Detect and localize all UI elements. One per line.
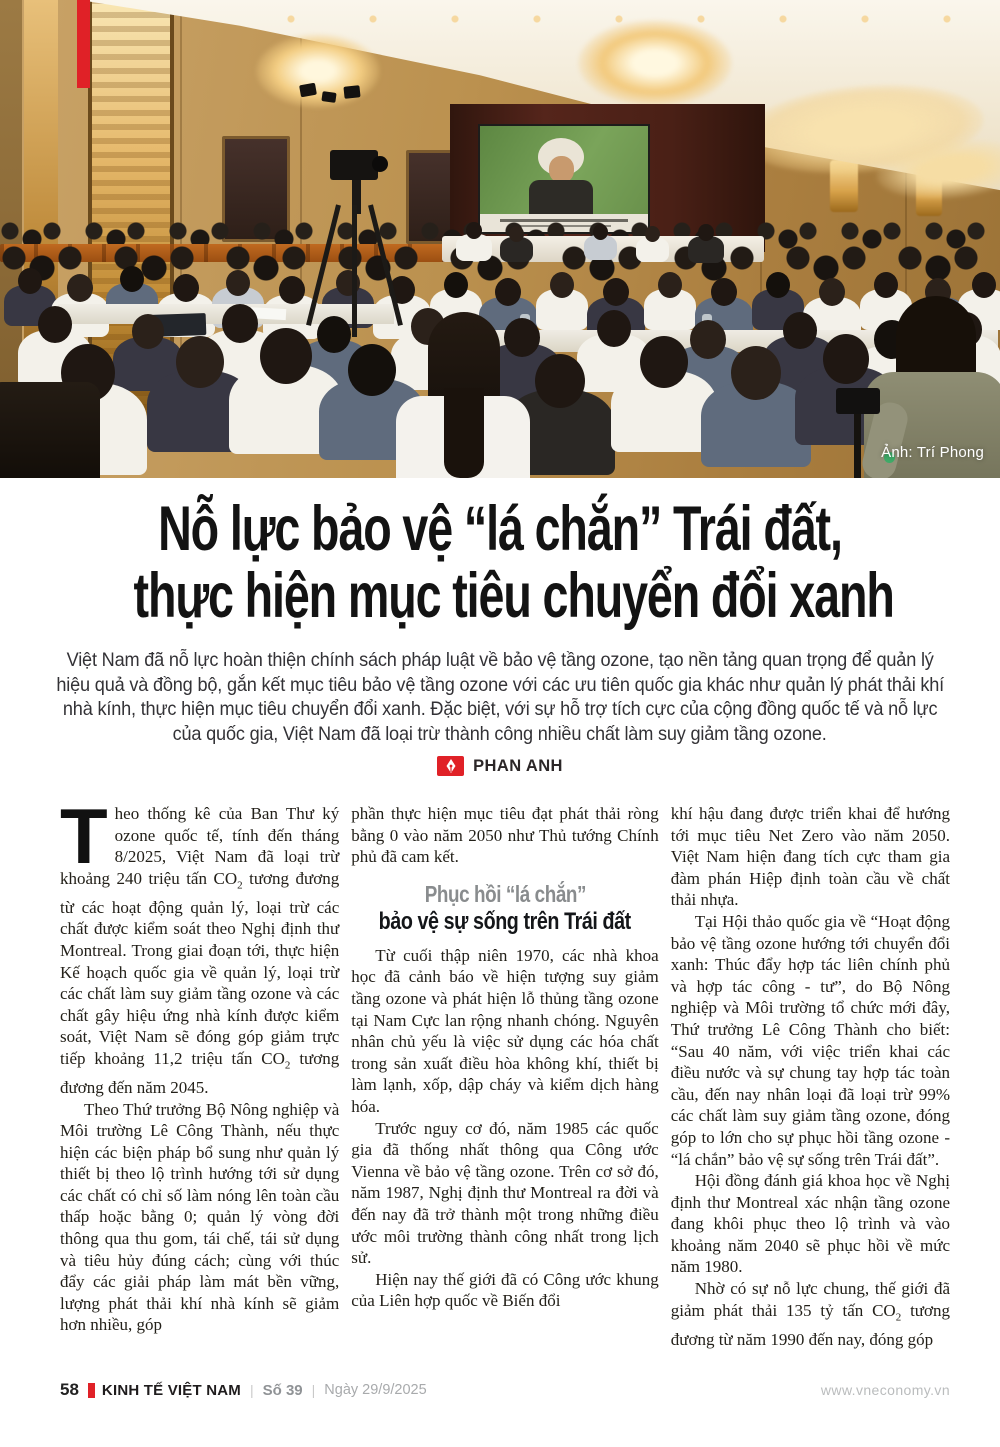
column-3 (671, 803, 950, 1373)
paragraph: Hội đồng đánh giá khoa học về Nghị định thư Montreal xác nhận tầng ozone đang khôi phục theo lộ trình và vào khoảng năm 2040 sẽ phục hồi về mức năm 1980. (670, 1171, 950, 1277)
paragraph: khí hậu đang được triển khai để hướng tới mục tiêu Net Zero vào năm 2050. Việt Nam hiện đang tích cực tham gia đàm phán Hiệp định toàn cầu về chất thải nhựa. (670, 804, 950, 910)
lede-line: nhà kính, thực hiện mục tiêu chuyển đổi xanh. Đặc biệt, với sự hỗ trợ tích cực của cộng đồng quốc tế và nỗ lực (62, 698, 938, 720)
pen-nib-icon (437, 756, 464, 776)
conference-photo (0, 0, 1000, 478)
paragraph: Tại Hội thảo quốc gia về “Hoạt động bảo vệ tầng ozone hướng tới chuyển đổi xanh: Thúc đẩy hợp tác liên chính phủ và hợp tác công - tư”, do Bộ Nông nghiệp và Môi trường tổ chức mới đây, Thứ trưởng Lê Công Thành cho biết: “Sau 40 năm, với việc triển khai các điều nước và sự chung tay hợp tác toàn cầu, đến nay nhân loại đã loại trừ 99% các chất làm suy giảm tầng ozone, đóng góp to lớn cho sự phục hồi tầng ozone - “lá chắn” bảo vệ sự sống trên Trái đất”. (670, 911, 950, 1169)
person-head (132, 314, 164, 349)
red-corner-bar (77, 0, 90, 88)
page-number: 58 (60, 1380, 79, 1399)
footer-red-bar (88, 1383, 95, 1398)
lede-line: Việt Nam đã nỗ lực hoàn thiện chính sách pháp luật về bảo vệ tầng ozone, tạo nền tảng quan trọng để quản lý (66, 649, 934, 671)
column-2 (351, 803, 658, 1373)
person-head (823, 334, 869, 384)
chair-back (0, 382, 100, 478)
byline (0, 756, 1000, 776)
issue-date: Ngày 29/9/2025 (324, 1382, 427, 1398)
subhead-line-2: bảo vệ sự sống trên Trái đất (378, 907, 632, 935)
person-head (260, 328, 312, 384)
article-body (60, 803, 950, 1373)
person-head (38, 306, 72, 343)
paragraph: Theo thống kê của Ban Thư ký ozone quốc tế, tính đến tháng 8/2025, Việt Nam đã loại trừ khoảng 240 triệu tấn $CO_2$ tương đương từ các hoạt động quản lý, loại trừ các chất được kiểm soát theo Nghị định thư Montreal. Trong giai đoạn tới, thực hiện Kế hoạch quốc gia về quản lý, loại trừ các chất làm suy giảm tầng ozone và các chất gây hiệu ứng nhà kính được kiểm soát, Việt Nam sẽ đóng góp giảm trực tiếp khoảng 11,2 triệu tấn $CO_2$ tương đương đến năm 2045. (60, 803, 340, 1097)
monopod (854, 414, 861, 478)
photo-camera (836, 388, 880, 414)
paragraph: Nhờ có sự nỗ lực chung, thế giới đã giảm phát thải 135 tỷ tấn $CO_2$ tương đương từ năm 1990 đến nay, đóng góp (670, 1279, 950, 1349)
person-head (535, 354, 585, 408)
person-head (690, 320, 726, 359)
person-head (597, 310, 631, 347)
headline-line-1: Nỗ lực bảo vệ “lá chắn” Trái đất, (158, 494, 842, 564)
paragraph: Theo Thứ trưởng Bộ Nông nghiệp và Môi trường Lê Công Thành, nếu thực hiện các biện pháp bổ sung như quản lý thiết bị theo lộ trình hướng tới sử dụng các chất có chỉ số làm nóng lên toàn cầu thấp hoặc bằng 0; quản lý vòng đời thông qua thu gom, tái chế, tái sử dụng và tiêu hủy đúng cách; cùng với thúc đẩy các giải pháp làm mát bền vững, lượng phát thải khí nhà kính sẽ giảm hơn nhiều, góp (60, 1099, 340, 1335)
article-lede (0, 648, 1000, 746)
subhead-line-1: Phục hồi “lá chắn” (424, 880, 586, 907)
lede-line: hiệu quả và đồng bộ, gắn kết mục tiêu bảo vệ tầng ozone với các ưu tiên quốc gia khác như quản lý phát thải khí (56, 673, 944, 696)
author-name: PHAN ANH (473, 756, 563, 775)
website-url: www.vneconomy.vn (820, 1382, 950, 1398)
drop-cap: T (60, 803, 108, 880)
paragraph: Hiện nay thế giới đã có Công ước khung của Liên hợp quốc về Biến đổi (351, 1269, 659, 1311)
column-1 (60, 803, 339, 1373)
person-head (176, 336, 224, 388)
person-head (731, 346, 781, 400)
person-head (783, 312, 817, 349)
person-head (348, 344, 396, 396)
person-head (640, 336, 688, 388)
section-subhead (351, 881, 658, 936)
paragraph: Từ cuối thập niên 1970, các nhà khoa học đã cảnh báo về hiện tượng suy giảm tầng ozone và phát hiện lỗ thủng tầng ozone tại Nam Cực lan rộng nhanh chóng. Nguyên nhân chủ yếu là việc sử dụng các hóa chất trong sản xuất điều hòa không khí, thiết bị làm lạnh, xốp, dập cháy và kiểm dịch hàng hóa. (351, 945, 659, 1116)
lede-line: của quốc gia, Việt Nam đã loại trừ thành công nhiều chất làm suy giảm tầng ozone. (172, 722, 828, 745)
paragraph: Trước nguy cơ đó, năm 1985 các quốc gia đã thống nhất thông qua Công ước Vienna về bảo vệ tầng ozone. Trên cơ sở đó, năm 1987, Nghị định thư Montreal ra đời và đến nay đã trở thành một trong những điều ước môi trường thành công nhất trong lịch sử. (351, 1118, 659, 1268)
headline-line-2: thực hiện mục tiêu chuyển đổi xanh (133, 561, 894, 631)
page-footer: 58 KINH TẾ VIỆT NAM | Số 39 | Ngày 29/9/2025 www.vneconomy.vn (60, 1380, 950, 1399)
article-headline (0, 496, 1000, 630)
person-head (504, 318, 540, 357)
attendee-hair (444, 388, 484, 478)
magazine-name: KINH TẾ VIỆT NAM (101, 1381, 241, 1399)
person-head (317, 316, 351, 353)
issue-number: Số 39 (262, 1381, 303, 1399)
person-head (222, 304, 258, 343)
photo-credit: Ảnh: Trí Phong (881, 444, 984, 461)
paragraph: phần thực hiện mục tiêu đạt phát thải ròng bằng 0 vào năm 2050 như Thủ tướng Chính phủ đã cam kết. (351, 804, 659, 867)
